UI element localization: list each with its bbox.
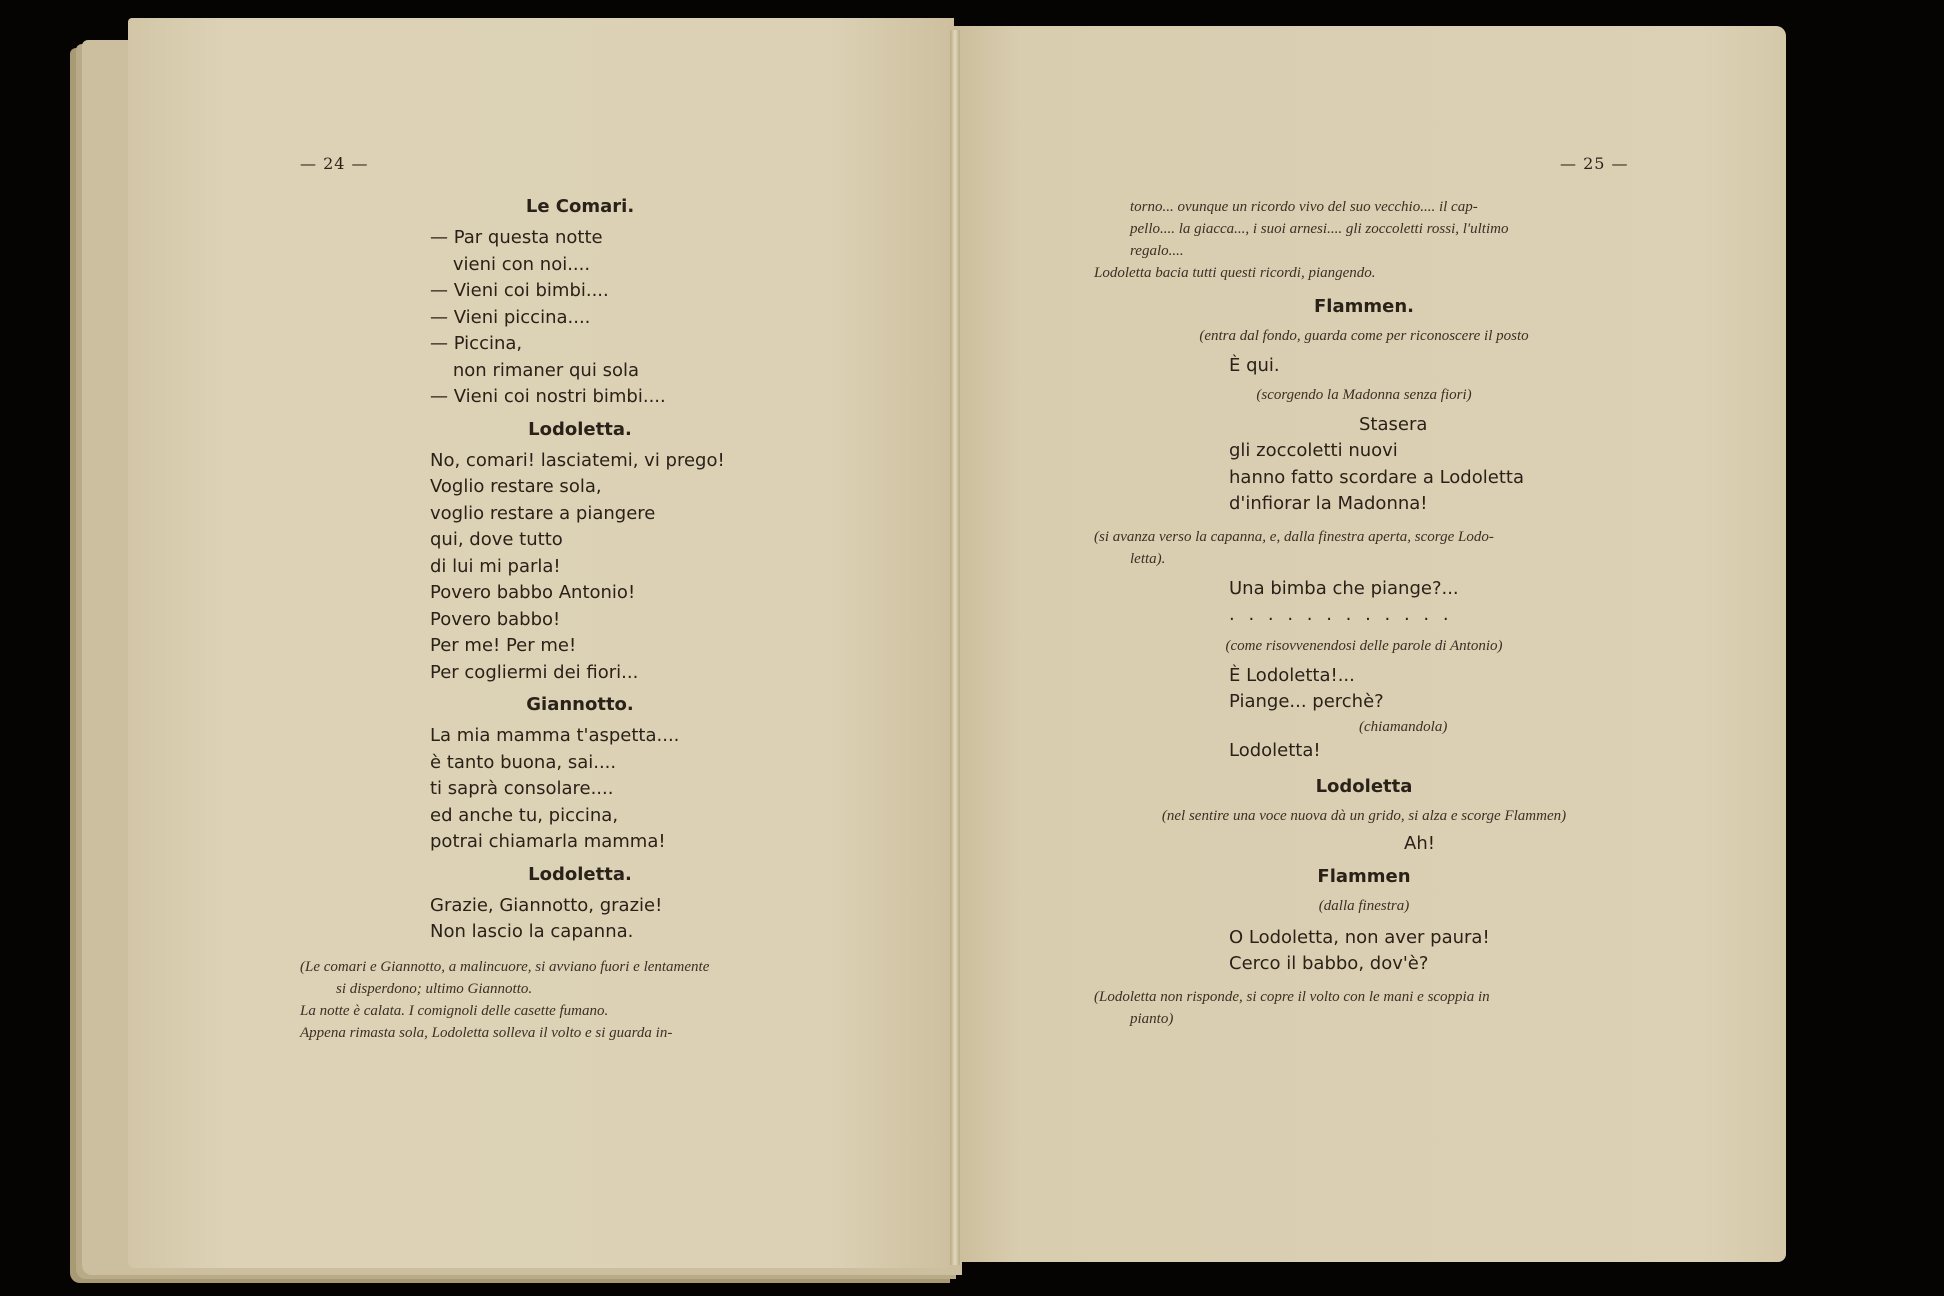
verse-line: È qui.: [1229, 355, 1280, 376]
stage-direction: (scorgendo la Madonna senza fiori): [1256, 386, 1472, 403]
verse-line: Per cogliermi dei fiori...: [430, 661, 639, 683]
verse-line: vieni con noi....: [430, 253, 591, 275]
verse-line: di lui mi parla!: [430, 555, 561, 577]
stage-direction: [1094, 196, 1634, 284]
verse-line: È Lodoletta!...: [1229, 664, 1355, 686]
verse-block: [1094, 412, 1634, 518]
speaker-name: Lodoletta.: [528, 418, 632, 440]
stage-direction: (dalla finestra): [1318, 897, 1410, 914]
verse-line: Una bimba che piange?...: [1229, 577, 1459, 599]
verse-line: Grazie, Giannotto, grazie!: [430, 894, 663, 916]
stage-line: (Le comari e Giannotto, a malincuore, si avviano fuori e lentamente: [300, 958, 710, 975]
verse-line: potrai chiamarla mamma!: [430, 831, 666, 852]
page-number-left: — 24 —: [300, 154, 369, 173]
stage-line: Lodoletta bacia tutti questi ricordi, piangendo.: [1094, 265, 1376, 281]
verse-line: — Piccina,: [430, 333, 523, 354]
verse-line: è tanto buona, sai....: [430, 751, 617, 773]
right-column: [1094, 196, 1634, 1030]
speaker-name: Le Comari.: [525, 196, 635, 217]
verse-line: Per me! Per me!: [430, 635, 577, 656]
verse-line: Povero babbo Antonio!: [430, 582, 636, 603]
verse-line: O Lodoletta, non aver paura!: [1229, 926, 1490, 948]
verse-block: [300, 225, 840, 411]
verse-line: d'infiorar la Madonna!: [1229, 493, 1428, 514]
page-number-right: — 25 —: [1560, 154, 1629, 173]
stage-direction: (come risovvenendosi delle parole di Antonio): [1225, 637, 1503, 654]
verse-block: [300, 893, 840, 946]
stage-line: letta).: [1130, 550, 1166, 567]
stage-line: si disperdono; ultimo Giannotto.: [336, 980, 533, 997]
verse-line: Voglio restare sola,: [430, 476, 602, 497]
verse-line: — Vieni coi bimbi....: [430, 280, 609, 301]
speaker-name: Giannotto.: [526, 694, 634, 715]
verse-line: La mia mamma t'aspetta....: [430, 725, 680, 746]
verse-line: voglio restare a piangere: [430, 502, 656, 524]
verse-line: Lodoletta!: [1229, 739, 1321, 761]
stage-line: torno... ovunque un ricordo vivo del suo vecchio.... il cap-: [1130, 199, 1478, 215]
verse-line: — Vieni coi nostri bimbi....: [430, 386, 666, 407]
verse-line: Piange... perchè?: [1229, 691, 1384, 712]
book-gutter: [950, 30, 960, 1265]
verse-line: gli zoccoletti nuovi: [1229, 440, 1398, 461]
speaker-name: Flammen.: [1314, 296, 1414, 317]
stage-direction: [1094, 526, 1634, 570]
stage-direction: [300, 956, 840, 1044]
verse-line: No, comari! lasciatemi, vi prego!: [430, 449, 725, 471]
verse-block: [300, 448, 840, 687]
verse-block: [1094, 925, 1634, 978]
stage-line: pello.... la giacca..., i suoi arnesi.... gli zoccoletti rossi, l'ultimo: [1130, 221, 1509, 237]
verse-line: Ah!: [1404, 833, 1435, 854]
stage-line: (si avanza verso la capanna, e, dalla finestra aperta, scorge Lodo-: [1094, 528, 1494, 545]
stage-line: Appena rimasta sola, Lodoletta solleva il volto e si guarda in-: [300, 1024, 673, 1041]
ellipsis-line: . . . . . . . . . . . .: [1229, 604, 1453, 625]
stage-line: (Lodoletta non risponde, si copre il volto con le mani e scoppia in: [1094, 988, 1490, 1005]
verse-line: ed anche tu, piccina,: [430, 804, 619, 826]
stage-line: La notte è calata. I comignoli delle casette fumano.: [300, 1002, 609, 1019]
stage-direction: (chiamandola): [1359, 718, 1448, 735]
stage-direction: (nel sentire una voce nuova dà un grido, si alza e scorge Flammen): [1161, 808, 1567, 824]
speaker-name: Lodoletta: [1315, 776, 1413, 797]
stage-direction: [1094, 986, 1634, 1030]
stage-direction: (entra dal fondo, guarda come per riconoscere il posto: [1199, 328, 1529, 344]
speaker-name: Flammen: [1317, 865, 1411, 887]
verse-block: [1094, 663, 1634, 716]
verse-line: ti saprà consolare....: [430, 778, 614, 799]
stage-line: pianto): [1130, 1010, 1174, 1027]
verse-block: [300, 723, 840, 856]
verse-line: Non lascio la capanna.: [430, 921, 634, 942]
left-column: [300, 196, 840, 1044]
verse-line: Povero babbo!: [430, 608, 561, 630]
stage-line: regalo....: [1130, 243, 1184, 259]
speaker-name: Lodoletta.: [528, 863, 632, 885]
verse-line: non rimaner qui sola: [430, 359, 639, 381]
verse-line: Stasera: [1359, 413, 1428, 435]
verse-line: Cerco il babbo, dov'è?: [1229, 953, 1429, 974]
verse-line: — Par questa notte: [430, 227, 603, 248]
verse-line: qui, dove tutto: [430, 529, 563, 550]
verse-line: hanno fatto scordare a Lodoletta: [1229, 466, 1524, 488]
verse-line: — Vieni piccina....: [430, 306, 591, 328]
